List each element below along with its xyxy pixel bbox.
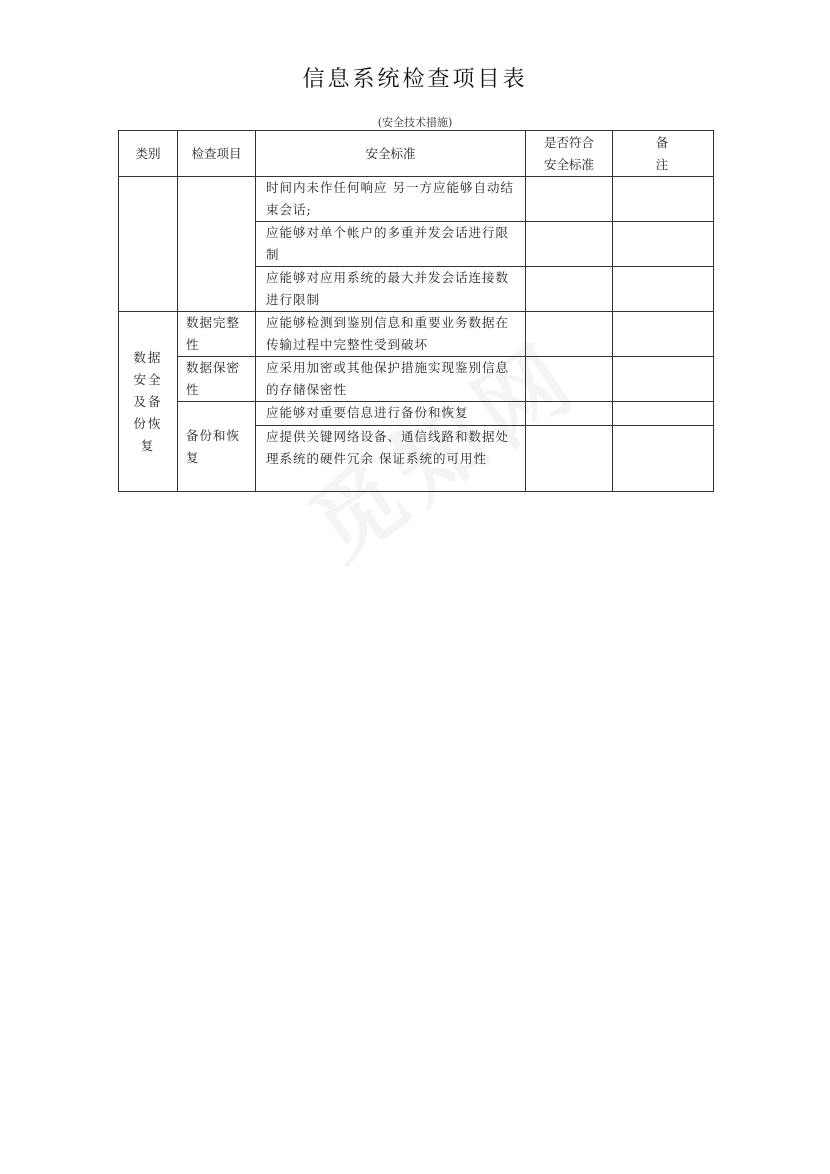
table-header-row bbox=[119, 131, 714, 177]
item-cell: 数据完整性 bbox=[178, 312, 256, 357]
table-row bbox=[119, 312, 714, 357]
standard-cell: 应提供关键网络设备、通信线路和数据处理系统的硬件冗余 保证系统的可用性 bbox=[256, 426, 526, 492]
compliant-cell[interactable] bbox=[526, 426, 613, 492]
standard-cell: 应采用加密或其他保护措施实现鉴别信息的存储保密性 bbox=[256, 357, 526, 402]
standard-cell: 应能够对单个帐户的多重并发会话进行限制 bbox=[256, 222, 526, 267]
remark-cell[interactable] bbox=[613, 312, 714, 357]
remark-cell[interactable] bbox=[613, 177, 714, 222]
standard-cell: 时间内未作任何响应 另一方应能够自动结束会话; bbox=[256, 177, 526, 222]
header-remark: 备 注 bbox=[613, 131, 714, 177]
header-standard: 安全标准 bbox=[256, 131, 526, 177]
table-row bbox=[119, 402, 714, 426]
page-title: 信息系统检查项目表 bbox=[302, 67, 528, 92]
item-cell: 数据保密性 bbox=[178, 357, 256, 402]
remark-cell[interactable] bbox=[613, 267, 714, 312]
header-item: 检查项目 bbox=[178, 131, 256, 177]
header-category: 类别 bbox=[119, 131, 178, 177]
standard-cell: 应能够对应用系统的最大并发会话连接数进行限制 bbox=[256, 267, 526, 312]
remark-cell[interactable] bbox=[613, 357, 714, 402]
header-compliant: 是否符合安全标准 bbox=[526, 131, 613, 177]
standard-cell: 应能够对重要信息进行备份和恢复 bbox=[256, 402, 526, 426]
page-subtitle: (安全技术措施) bbox=[377, 116, 453, 129]
compliant-cell[interactable] bbox=[526, 267, 613, 312]
compliant-cell[interactable] bbox=[526, 402, 613, 426]
category-cell-empty bbox=[119, 177, 178, 312]
remark-cell[interactable] bbox=[613, 402, 714, 426]
remark-cell[interactable] bbox=[613, 222, 714, 267]
item-cell-empty bbox=[178, 177, 256, 312]
compliant-cell[interactable] bbox=[526, 177, 613, 222]
compliant-cell[interactable] bbox=[526, 222, 613, 267]
compliant-cell[interactable] bbox=[526, 312, 613, 357]
check-table bbox=[118, 130, 714, 492]
remark-cell[interactable] bbox=[613, 426, 714, 492]
standard-cell: 应能够检测到鉴别信息和重要业务数据在传输过程中完整性受到破坏 bbox=[256, 312, 526, 357]
table-row bbox=[119, 357, 714, 402]
category-cell: 数据安全及备份恢复 bbox=[119, 312, 178, 492]
compliant-cell[interactable] bbox=[526, 357, 613, 402]
table-row bbox=[119, 177, 714, 222]
item-cell: 备份和恢复 bbox=[178, 402, 256, 492]
